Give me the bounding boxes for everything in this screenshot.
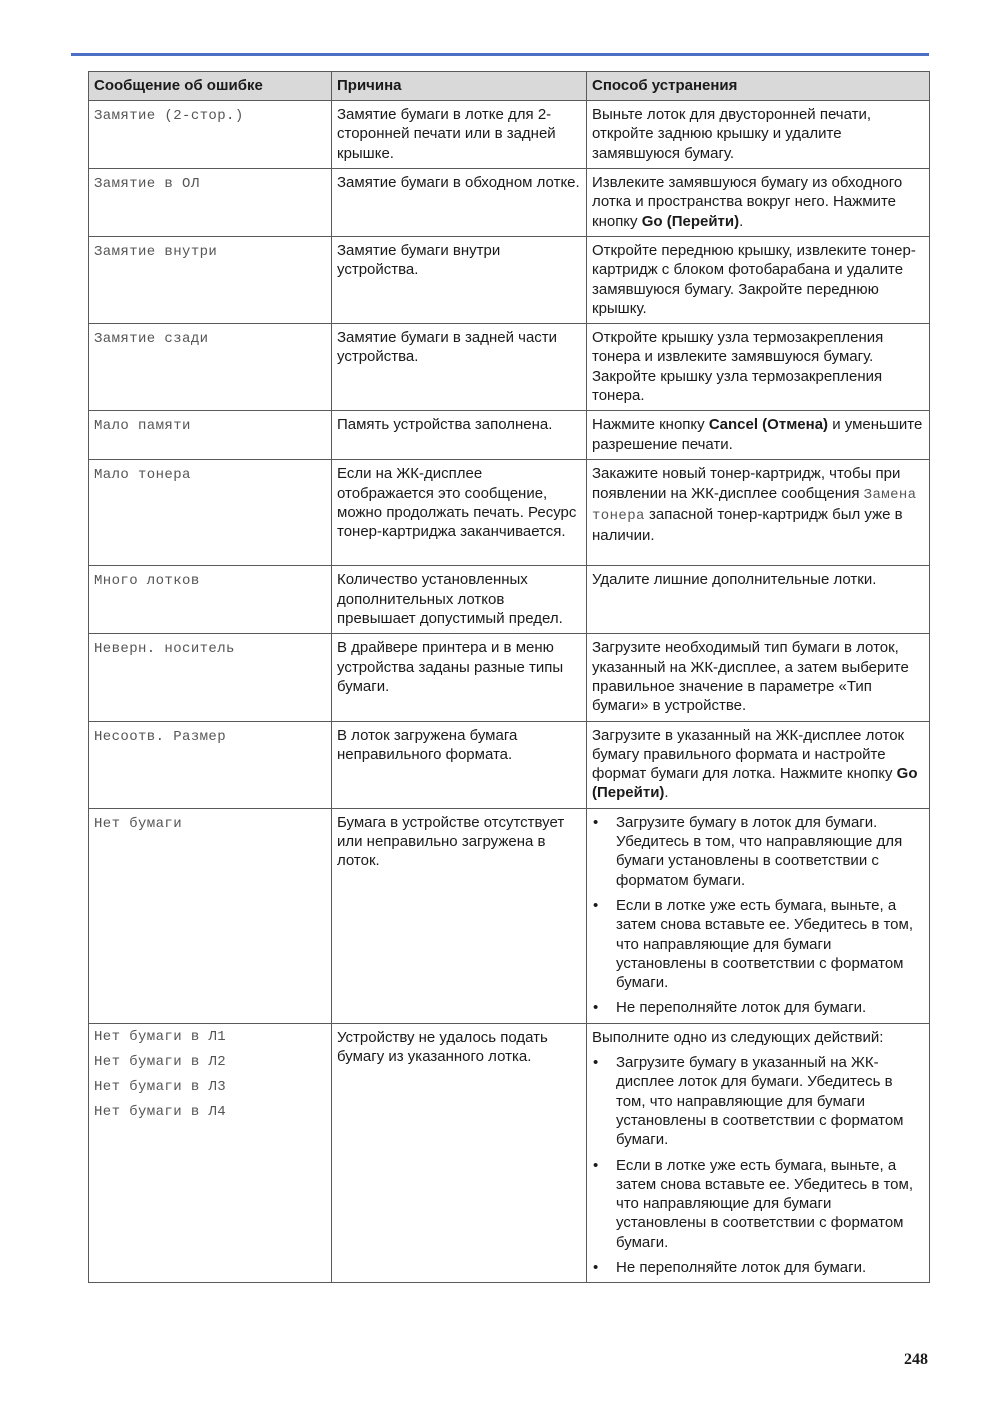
error-message-cell xyxy=(89,460,332,566)
cause-cell: Замятие бумаги в обходном лотке. xyxy=(332,169,587,237)
bullet-text: Если в лотке уже есть бумага, выньте, а затем снова вставьте ее. Убедитесь в том, что направляющие для бумаги установлены в соответствии с форматом бумаги. xyxy=(616,1156,913,1251)
remedy-cell xyxy=(587,460,930,566)
cause-cell: Замятие бумаги внутри устройства. xyxy=(332,237,587,324)
error-message: Нет бумаги в Л2 xyxy=(94,1053,227,1070)
remedy-bullet-item xyxy=(592,998,924,1017)
remedy-cell: Удалите лишние дополнительные лотки. xyxy=(587,566,930,634)
remedy-text: Извлеките замявшуюся бумагу из обходного лотка и пространства вокруг него. Нажмите кнопку xyxy=(592,174,903,230)
cause-cell: Замятие бумаги в лотке для 2-сторонней печати или в задней крышке. xyxy=(332,101,587,169)
table-row xyxy=(89,101,930,169)
table-row xyxy=(89,169,930,237)
error-message-cell xyxy=(89,634,332,721)
error-message: Много лотков xyxy=(94,573,200,590)
remedy-cell xyxy=(587,721,930,808)
header-message: Сообщение об ошибке xyxy=(89,72,332,101)
bullet-icon: • xyxy=(593,1054,599,1072)
table-row xyxy=(89,460,930,566)
table-header-row xyxy=(89,72,930,101)
bullet-text: Загрузите бумагу в лоток для бумаги. Убедитесь в том, что направляющие для бумаги установлены в соответствии с форматом бумаги. xyxy=(616,813,903,889)
remedy-bullet-item xyxy=(592,1258,924,1277)
remedy-cell xyxy=(587,169,930,237)
remedy-bullet-item xyxy=(592,1053,924,1149)
error-message-cell xyxy=(89,721,332,808)
go-key-label: Go (Перейти) xyxy=(641,212,740,230)
cause-cell: Устройству не удалось подать бумагу из указанного лотка. xyxy=(332,1023,587,1283)
error-message-table xyxy=(88,71,930,1283)
remedy-text: Загрузите в указанный на ЖК-дисплее лоток бумагу правильного формата и настройте формат бумаги для лотка. Нажмите кнопку xyxy=(592,726,905,783)
table-row xyxy=(89,1023,930,1283)
remedy-cell: Откройте крышку узла термозакрепления тонера и извлеките замявшуюся бумагу. Закройте крышку узла термозакрепления тонера. xyxy=(587,324,930,411)
error-message: Нет бумаги xyxy=(94,815,183,832)
go-key-label: Go (Перейти) xyxy=(592,765,918,802)
remedy-cell: Загрузите необходимый тип бумаги в лоток, указанный на ЖК-дисплее, а затем выберите правильное значение в параметре «Тип бумаги» в устройстве. xyxy=(587,634,930,721)
remedy-cell xyxy=(587,411,930,460)
error-message-cell xyxy=(89,411,332,460)
page-number: 248 xyxy=(904,1351,928,1368)
bullet-icon: • xyxy=(593,813,599,831)
remedy-text: Нажмите кнопку xyxy=(592,416,709,434)
table-row xyxy=(89,411,930,460)
cancel-key-label: Cancel (Отмена) xyxy=(708,416,829,434)
table-row xyxy=(89,808,930,1023)
table-row xyxy=(89,237,930,324)
remedy-cell xyxy=(587,1023,930,1283)
error-message-cell xyxy=(89,101,332,169)
remedy-text-end: и уменьшите разрешение печати. xyxy=(592,416,923,453)
remedy-intro: Выполните одно из следующих действий: xyxy=(592,1028,884,1046)
error-message: Нет бумаги в Л3 xyxy=(94,1078,227,1095)
cause-cell: Если на ЖК-дисплее отображается это сообщение, можно продолжать печать. Ресурс тонер-картриджа заканчивается. xyxy=(332,460,587,566)
remedy-text-end: запасной тонер-картридж был уже в наличии. xyxy=(592,505,903,545)
error-message-cell xyxy=(89,169,332,237)
cause-cell: Замятие бумаги в задней части устройства. xyxy=(332,324,587,411)
bullet-icon: • xyxy=(593,896,599,914)
remedy-text: Закажите новый тонер-картридж, чтобы при появлении на ЖК-дисплее сообщения xyxy=(592,465,901,502)
top-accent-rule xyxy=(71,53,929,56)
bullet-text: Не переполняйте лоток для бумаги. xyxy=(616,999,867,1017)
cause-cell: Количество установленных дополнительных лотков превышает допустимый предел. xyxy=(332,566,587,634)
remedy-cell xyxy=(587,808,930,1023)
cause-cell: Бумага в устройстве отсутствует или неправильно загружена в лоток. xyxy=(332,808,587,1023)
table-row xyxy=(89,721,930,808)
error-message-cell xyxy=(89,237,332,324)
error-message-cell xyxy=(89,324,332,411)
bullet-text: Загрузите бумагу в указанный на ЖК-дисплее лоток для бумаги. Убедитесь в том, что направляющие для бумаги установлены в соответствии с форматом бумаги. xyxy=(616,1054,904,1149)
lcd-message-inline: Замена тонера xyxy=(592,486,917,524)
table-row xyxy=(89,634,930,721)
error-message: Нет бумаги в Л1 xyxy=(94,1028,227,1045)
header-cause: Причина xyxy=(332,72,587,101)
error-message: Замятие сзади xyxy=(94,331,209,348)
cause-cell: Память устройства заполнена. xyxy=(332,411,587,460)
error-message: Замятие в ОЛ xyxy=(94,176,200,192)
remedy-bullet-item xyxy=(592,1156,924,1252)
table-row xyxy=(89,324,930,411)
error-message: Замятие внутри xyxy=(94,244,218,260)
remedy-bullet-list xyxy=(592,1053,924,1277)
table-row xyxy=(89,566,930,634)
remedy-bullet-item xyxy=(592,896,924,992)
error-message: Мало памяти xyxy=(94,418,191,435)
error-message: Нет бумаги в Л4 xyxy=(94,1103,227,1120)
remedy-bullet-list xyxy=(592,813,924,1018)
cause-cell: В драйвере принтера и в меню устройства заданы разные типы бумаги. xyxy=(332,634,587,721)
remedy-cell: Откройте переднюю крышку, извлеките тонер-картридж с блоком фотобарабана и удалите замявшуюся бумагу. Закройте переднюю крышку. xyxy=(587,237,930,324)
error-message: Неверн. носитель xyxy=(94,641,235,658)
error-message-cell xyxy=(89,808,332,1023)
bullet-text: Если в лотке уже есть бумага, выньте, а затем снова вставьте ее. Убедитесь в том, что направляющие для бумаги установлены в соответствии с форматом бумаги. xyxy=(616,896,913,992)
error-message: Несоотв. Размер xyxy=(94,728,227,745)
bullet-text: Не переполняйте лоток для бумаги. xyxy=(616,1258,867,1276)
remedy-text-end: . xyxy=(664,784,669,802)
error-message: Замятие (2-стор.) xyxy=(94,108,244,124)
error-message-cell xyxy=(89,1023,332,1283)
bullet-icon: • xyxy=(593,1156,599,1174)
remedy-cell: Выньте лоток для двусторонней печати, откройте заднюю крышку и удалите замявшуюся бумагу. xyxy=(587,101,930,169)
header-remedy: Способ устранения xyxy=(587,72,930,101)
error-message: Мало тонера xyxy=(94,467,191,484)
bullet-icon: • xyxy=(593,1258,599,1276)
cause-cell: В лоток загружена бумага неправильного формата. xyxy=(332,721,587,808)
bullet-icon: • xyxy=(593,999,599,1017)
remedy-bullet-item xyxy=(592,813,924,890)
error-message-cell xyxy=(89,566,332,634)
remedy-text-end: . xyxy=(739,212,744,230)
